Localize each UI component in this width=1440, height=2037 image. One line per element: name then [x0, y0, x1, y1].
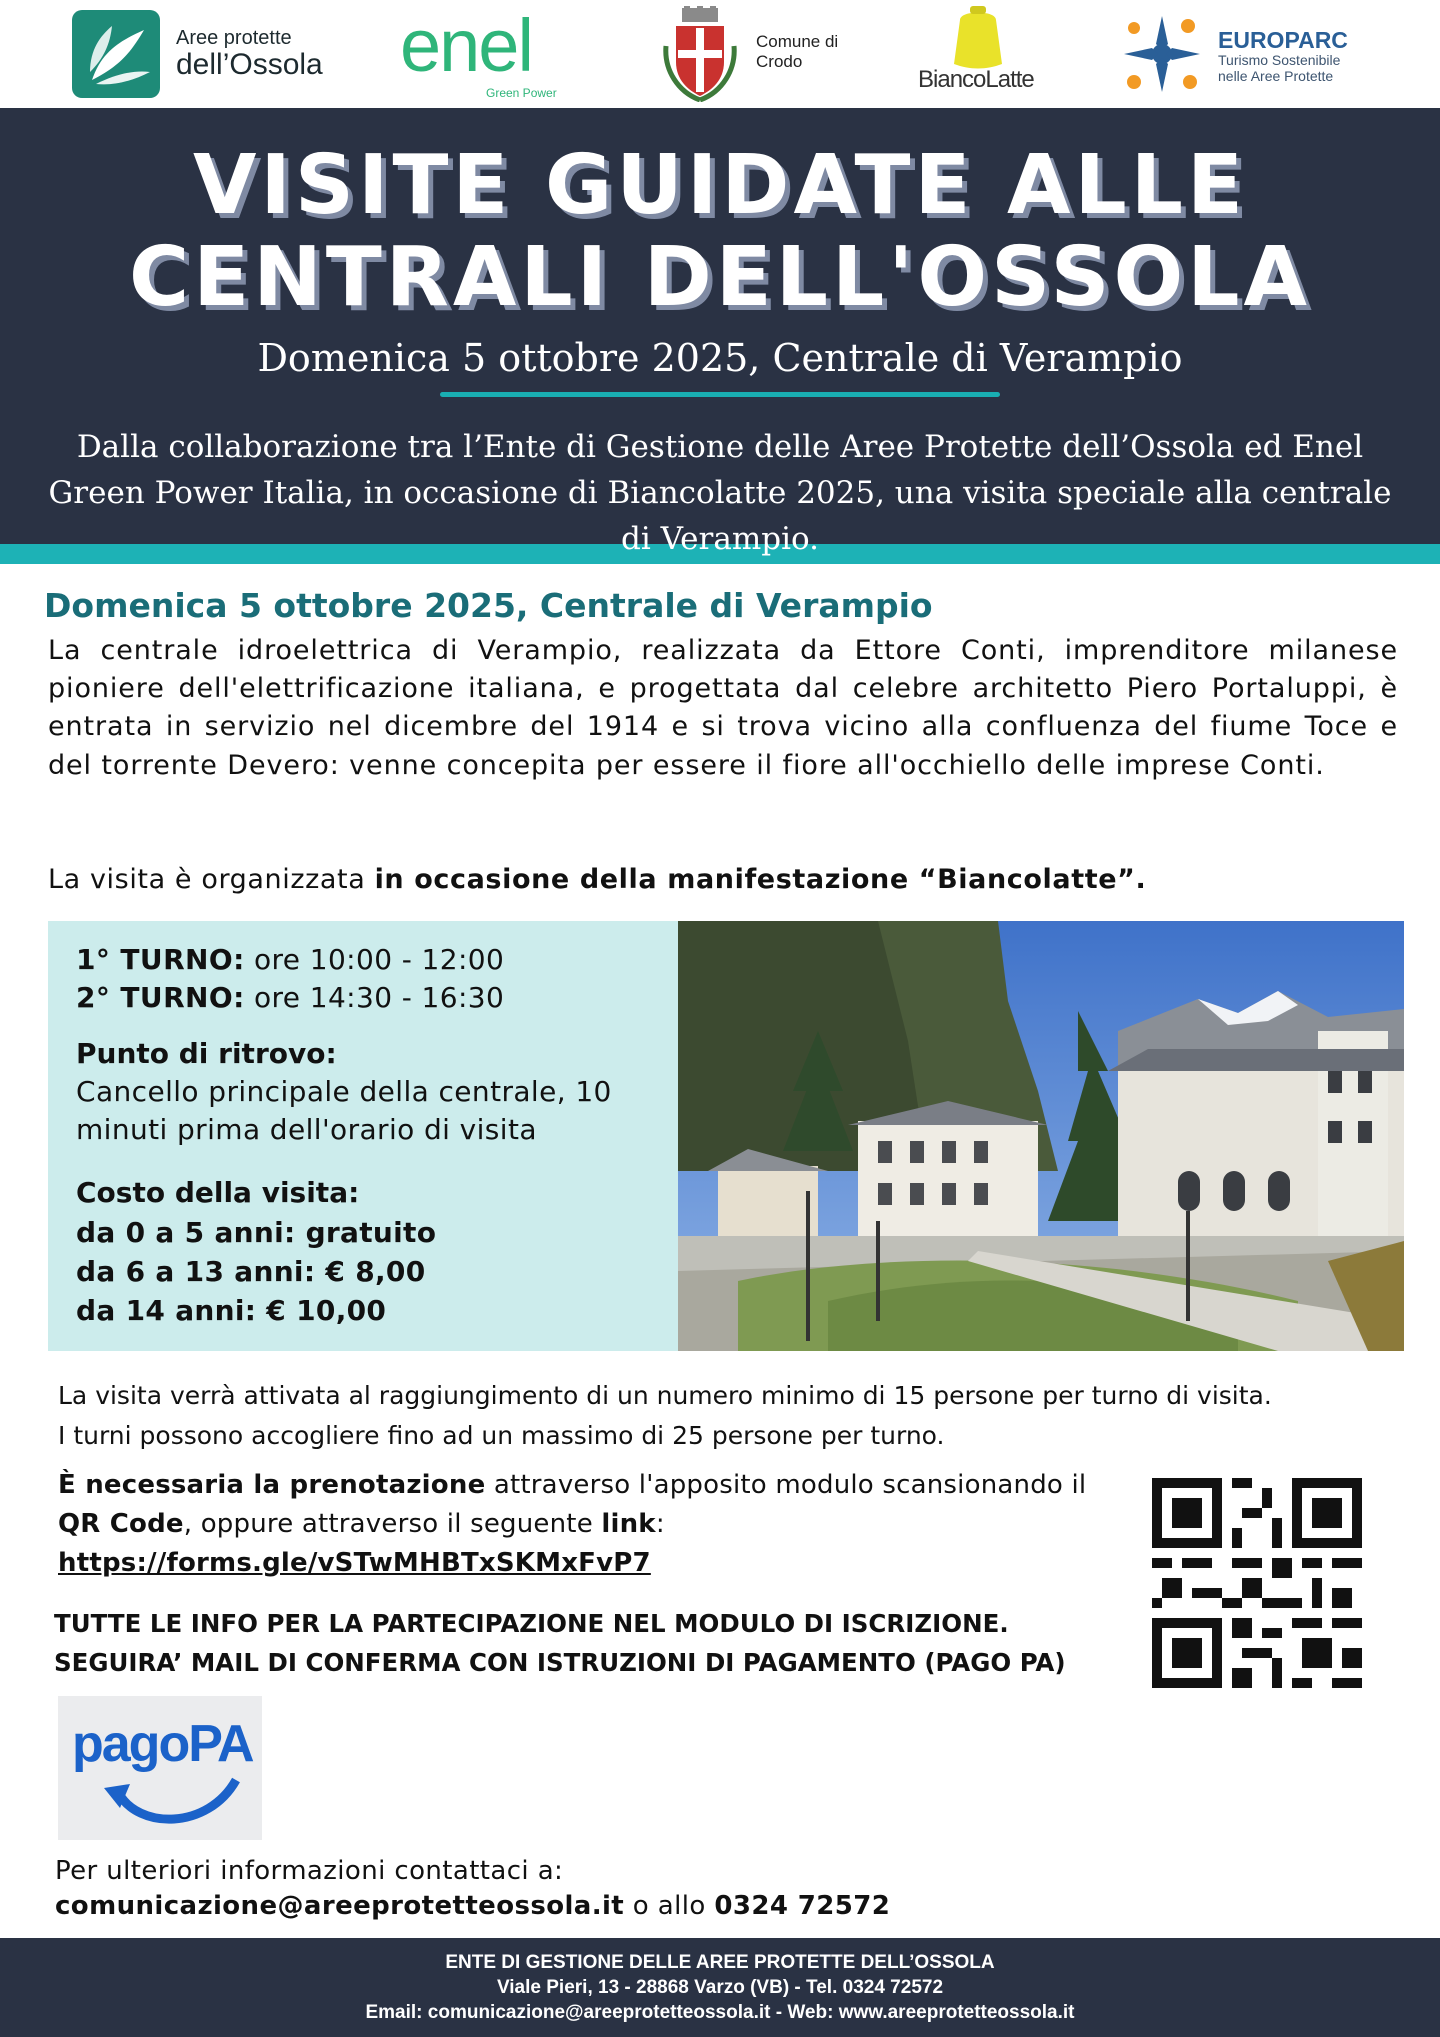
- turn-2-label: 2° TURNO:: [76, 981, 245, 1014]
- aree-logo-line2: dell’Ossola: [176, 48, 323, 81]
- enel-green-power-logo: [400, 4, 580, 102]
- booking-form-link[interactable]: https://forms.gle/vSTwMHBTxSKMxFvP7: [58, 1548, 651, 1578]
- footer: [0, 1938, 1440, 2037]
- aree-logo-line1: Aree protette: [176, 27, 292, 49]
- turn-1-time: ore 10:00 - 12:00: [244, 943, 505, 976]
- visit-info-box: [48, 921, 678, 1351]
- booking-text-1: attraverso l'apposito modulo scansionando il: [485, 1470, 1087, 1500]
- crodo-line1: Comune di: [756, 32, 839, 51]
- registration-notice-line1: TUTTE LE INFO PER LA PARTECIPAZIONE NEL MODULO DI ISCRIZIONE.: [54, 1609, 1009, 1638]
- enel-wordmark: enel: [400, 4, 532, 87]
- enel-subtitle: Green Power: [486, 86, 557, 100]
- occasion-prefix: La visita è organizzata: [48, 864, 375, 895]
- booking-text-2: , oppure attraverso il seguente: [183, 1509, 602, 1539]
- subtitle-underline: [440, 392, 1000, 397]
- booking-link-label: link: [601, 1509, 656, 1539]
- main-title: [0, 140, 1440, 324]
- comune-di-crodo-logo: [660, 6, 870, 102]
- contact-email[interactable]: comunicazione@areeprotetteossola.it: [55, 1891, 625, 1921]
- biancolatte-wordmark: BiancoLatte: [918, 66, 1034, 93]
- europarc-name: EUROPARC: [1218, 27, 1348, 53]
- registration-notice: [54, 1604, 1134, 1682]
- biancolatte-logo: [916, 6, 1056, 102]
- footer-contacts: Email: comunicazione@areeprotetteossola.it - Web: www.areeprotetteossola.it: [365, 2002, 1075, 2023]
- contact-phone[interactable]: 0324 72572: [714, 1891, 891, 1921]
- plant-description: La centrale idroelettrica di Verampio, realizzata da Ettore Conti, imprenditore milanese pioniere dell'elettrificazione italiana, e progettata dal celebre architetto Piero Portaluppi, è entrata in servizio nel dicembre del 1914 e si trova vicino alla confluenza del fiume Toce e del torrente Devero: venne concepita per essere il fiore all'occhiello delle imprese Conti.: [48, 635, 1398, 781]
- participation-notes: [58, 1376, 1398, 1456]
- occasion-text: [48, 861, 1398, 899]
- turn-1: [76, 941, 666, 979]
- europarc-line2: nelle Aree Protette: [1218, 67, 1334, 84]
- turn-1-label: 1° TURNO:: [76, 943, 245, 976]
- pagopa-logo: [58, 1696, 262, 1840]
- booking-text-3: :: [655, 1509, 665, 1539]
- booking-required: È necessaria la prenotazione: [58, 1470, 486, 1500]
- occasion-bold: in occasione della manifestazione “Biancolatte”.: [374, 864, 1147, 895]
- verampio-plant-photo: [678, 921, 1404, 1351]
- contact-info: [55, 1854, 1255, 1924]
- europarc-logo: [1118, 10, 1378, 98]
- main-title-line1: VISITE GUIDATE ALLE: [192, 138, 1248, 233]
- cost-heading: Costo della visita:: [76, 1176, 360, 1209]
- hero-subtitle: Domenica 5 ottobre 2025, Centrale di Verampio: [257, 336, 1183, 380]
- section-title: Domenica 5 ottobre 2025, Centrale di Verampio: [44, 586, 933, 625]
- minimum-participants-note: La visita verrà attivata al raggiungimento di un numero minimo di 15 persone per turno di visita.: [58, 1381, 1272, 1410]
- meeting-point-heading: Punto di ritrovo:: [76, 1037, 337, 1070]
- crodo-line2: Crodo: [756, 52, 803, 71]
- pagopa-wordmark: pagoPA: [72, 1715, 253, 1773]
- aree-protette-leaf-icon: [72, 10, 160, 98]
- booking-qr-code[interactable]: [1152, 1478, 1362, 1688]
- booking-qr-label: QR Code: [58, 1509, 184, 1539]
- cost-line-14: da 14 anni: € 10,00: [76, 1294, 387, 1327]
- turn-2: [76, 979, 666, 1017]
- contact-intro: Per ulteriori informazioni contattaci a:: [55, 1856, 564, 1886]
- europarc-line1: Turismo Sostenibile: [1218, 52, 1341, 69]
- cost-line-0-5: da 0 a 5 anni: gratuito: [76, 1216, 437, 1249]
- logo-bar: [0, 0, 1440, 108]
- aree-protette-logo: [72, 10, 332, 98]
- main-title-line2: CENTRALI DELL'OSSOLA: [129, 230, 1311, 325]
- registration-notice-line2: SEGUIRA’ MAIL DI CONFERMA CON ISTRUZIONI DI PAGAMENTO (PAGO PA): [54, 1648, 1066, 1677]
- maximum-participants-note: I turni possono accogliere fino ad un massimo di 25 persone per turno.: [58, 1421, 945, 1450]
- europarc-star-icon: [1118, 10, 1206, 98]
- booking-instructions: [58, 1466, 1098, 1583]
- cost-line-6-13: da 6 a 13 anni: € 8,00: [76, 1255, 426, 1288]
- contact-middle: o allo: [624, 1891, 715, 1921]
- crodo-coat-of-arms-icon: [660, 6, 740, 102]
- turn-2-time: ore 14:30 - 16:30: [244, 981, 505, 1014]
- footer-address: Viale Pieri, 13 - 28868 Varzo (VB) - Tel. 0324 72572: [496, 1977, 944, 1998]
- pagopa-arrow-icon: [58, 1696, 262, 1840]
- footer-organization: ENTE DI GESTIONE DELLE AREE PROTETTE DELL’OSSOLA: [445, 1952, 995, 1973]
- meeting-point-text: Cancello principale della centrale, 10 minuti prima dell'orario di visita: [76, 1075, 612, 1146]
- hero-intro-text: Dalla collaborazione tra l’Ente di Gestione delle Aree Protette dell’Ossola ed Enel Green Power Italia, in occasione di Biancolatte 2025, una visita speciale alla centrale di Verampio.: [48, 429, 1392, 557]
